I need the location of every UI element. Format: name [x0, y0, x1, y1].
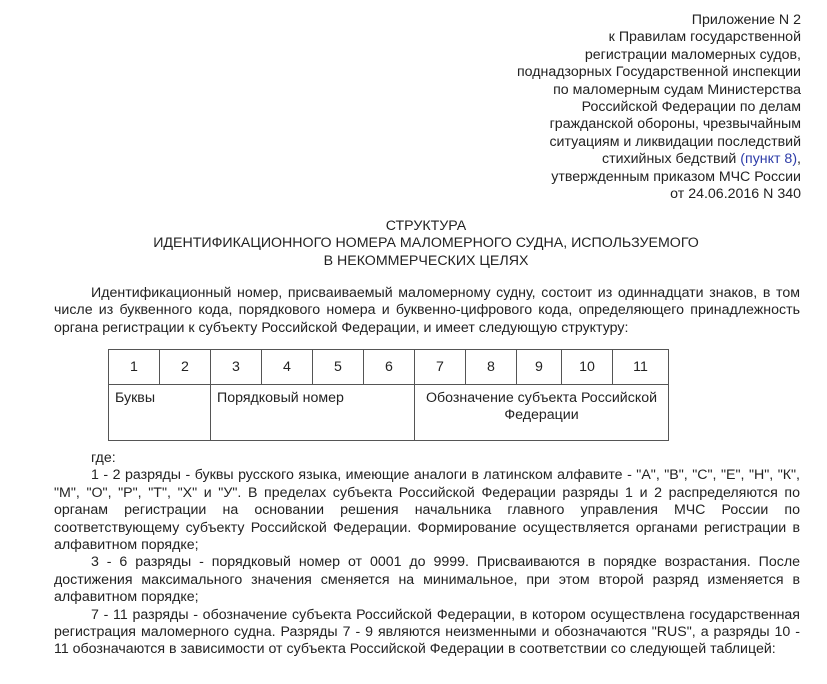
appendix-header — [381, 12, 801, 203]
digit-cell: 9 — [517, 350, 562, 385]
paragraph-digits-7-11: 7 - 11 разряды - обозначение субъекта Российской Федерации, в котором осуществлена государственная регистрация маломерного судна. Разряды 7 - 9 являются неизменными и обозначаются "RUS", а разряды 10 - 11 обозначаются в зависимости от субъекта Российской Федерации в соответствии со следующей таблицей: — [54, 606, 800, 658]
appendix-line: утвержденным приказом МЧС России — [551, 168, 801, 185]
group-row — [109, 385, 669, 441]
digit-cell: 2 — [160, 350, 211, 385]
appendix-line: Российской Федерации по делам — [581, 99, 801, 116]
paragraph-digits-1-2: 1 - 2 разряды - буквы русского языка, имеющие аналоги в латинском алфавите - "А", "В", "С", "Е", "Н", "К", "М", "О", "Р", "Т", "Х" и "У". В пределах субъекта Российской Федерации разряды 1 и 2 распределяются по органам регистрации на основании решения начальника главного управления МЧС России по соответствующему субъекту Российской Федерации. Формирование осуществляется органами регистрации в алфавитном порядке; — [54, 467, 800, 554]
paragraph-digits-3-6: 3 - 6 разряды - порядковый номер от 0001 до 9999. Присваиваются в порядке возрастания. После достижения максимального значения сменяется на минимальное, при этом второй разряд изменяется в алфавитном порядке; — [54, 554, 800, 606]
structure-table — [108, 349, 669, 441]
intro-paragraph: Идентификационный номер, присваиваемый маломерному судну, состоит из одиннадцати знаков, в том числе из буквенного кода, порядкового номера и буквенно-цифрового кода, определяющего принадлежность органа регистрации к субъекту Российской Федерации, и имеет следующую структуру: — [54, 285, 800, 336]
appendix-line: по маломерным судам Министерства — [553, 81, 801, 98]
group-region-code: Обозначение субъекта Российской Федерации — [415, 385, 669, 441]
group-sequence-number: Порядковый номер — [211, 385, 415, 441]
appendix-line: поднадзорных Государственной инспекции — [516, 64, 801, 81]
document-title — [100, 218, 752, 270]
appendix-line: от 24.06.2016 N 340 — [670, 186, 801, 203]
appendix-line: к Правилам государственной — [608, 29, 801, 46]
appendix-line: Приложение N 2 — [691, 12, 801, 28]
clause-8-link[interactable]: (пункт 8) — [740, 151, 798, 168]
digit-cell: 3 — [211, 350, 262, 385]
digit-cell: 5 — [313, 350, 364, 385]
appendix-line: ситуациям и ликвидации последствий — [549, 133, 801, 150]
digit-cell: 1 — [109, 350, 160, 385]
digit-cell: 6 — [364, 350, 415, 385]
where-label: где: — [91, 450, 116, 466]
digit-cell: 4 — [262, 350, 313, 385]
appendix-line: регистрации маломерных судов, — [584, 46, 801, 63]
digit-cell: 11 — [613, 350, 669, 385]
title-line: ИДЕНТИФИКАЦИОННОГО НОМЕРА МАЛОМЕРНОГО СУДНА, ИСПОЛЬЗУЕМОГО — [153, 235, 699, 252]
title-line: СТРУКТУРА — [385, 218, 467, 234]
appendix-line-comma: , — [797, 151, 801, 168]
digit-row — [109, 350, 669, 385]
appendix-line — [381, 151, 801, 168]
digit-cell: 7 — [415, 350, 466, 385]
appendix-line-text: стихийных бедствий — [602, 151, 741, 168]
explanation-text — [54, 450, 800, 659]
appendix-line: гражданской обороны, чрезвычайным — [549, 116, 801, 133]
title-line: В НЕКОММЕРЧЕСКИХ ЦЕЛЯХ — [323, 252, 529, 269]
digit-cell: 8 — [466, 350, 517, 385]
digit-cell: 10 — [562, 350, 613, 385]
group-letters: Буквы — [109, 385, 211, 441]
